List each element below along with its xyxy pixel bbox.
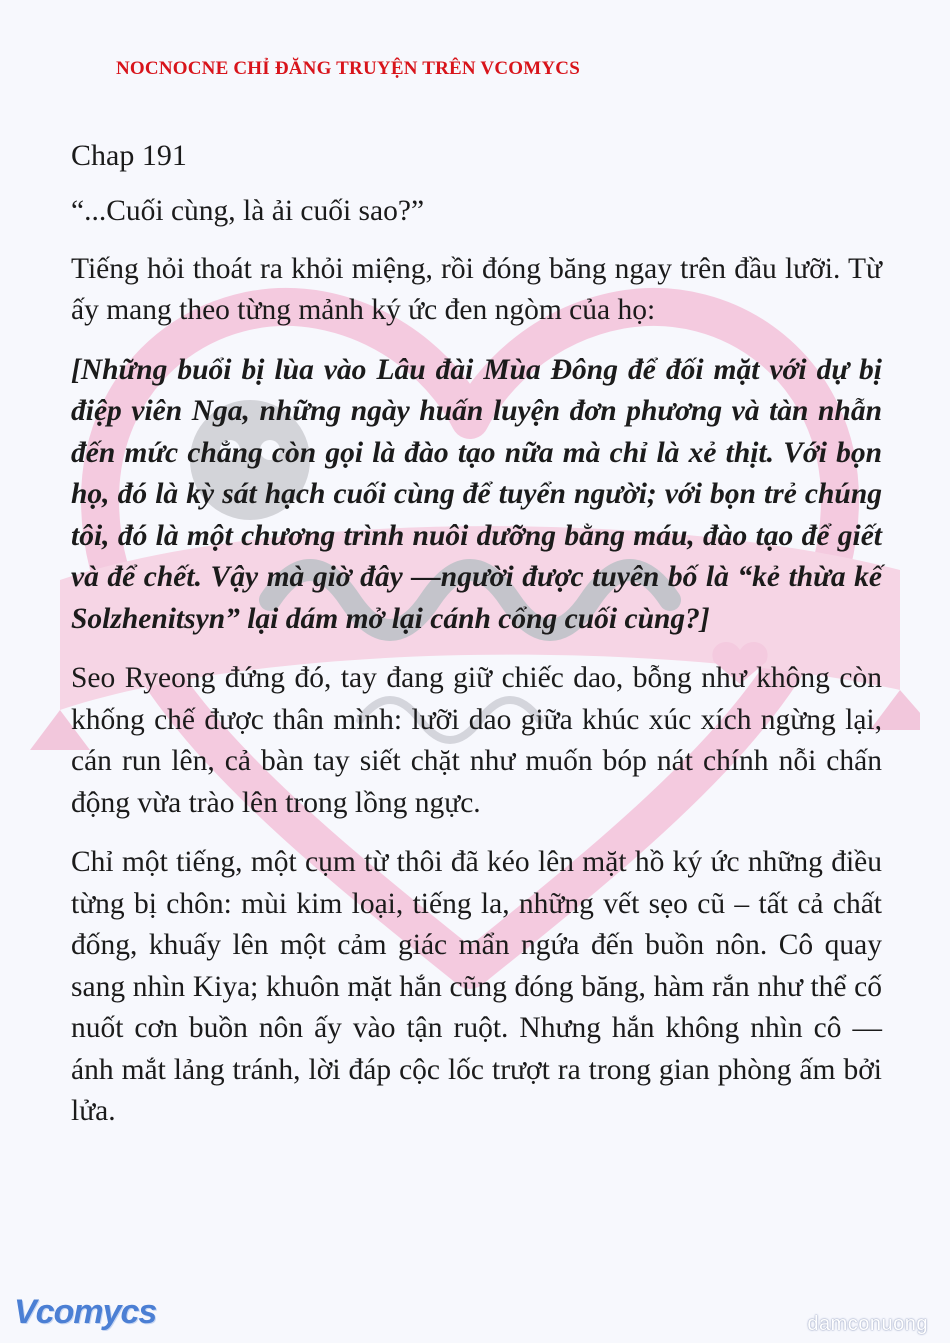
paragraph-4: Seo Ryeong đứng đó, tay đang giữ chiếc dao, bỗng như không còn khống chế được thân mình: lưỡi dao giữa khúc xúc xích ngừng lại, cán run lên, cả bàn tay siết chặt như muốn bóp nát chính nỗi chấn động vừa trào lên trong lồng ngực.	[71, 662, 882, 819]
vcomycs-logo: Vcomycs	[14, 1293, 157, 1331]
chapter-content	[71, 136, 882, 1151]
header-notice: NOCNOCNE CHỈ ĐĂNG TRUYỆN TRÊN VCOMYCS	[116, 58, 580, 79]
site-watermark: damconuong	[807, 1313, 928, 1335]
paragraph-3-memory: [Những buổi bị lùa vào Lâu đài Mùa Đông để đối mặt với dự bị điệp viên Nga, những ngày huấn luyện đơn phương và tàn nhẫn đến mức chẳng còn gọi là đào tạo nữa mà chỉ là xẻ thịt. Với bọn họ, đó là kỳ sát hạch cuối cùng để tuyển người; với bọn trẻ chúng tôi, đó là một chương trình nuôi dưỡng bằng máu, đào tạo để giết và để chết. Vậy mà giờ đây —người được tuyên bố là “kẻ thừa kế Solzhenitsyn” lại dám mở lại cánh cổng cuối cùng?]	[71, 353, 882, 635]
paragraph-2: Tiếng hỏi thoát ra khỏi miệng, rồi đóng băng ngay trên đầu lưỡi. Từ ấy mang theo từng mảnh ký ức đen ngòm của họ:	[71, 252, 882, 326]
paragraph-5: Chỉ một tiếng, một cụm từ thôi đã kéo lên mặt hồ ký ức những điều từng bị chôn: mùi kim loại, tiếng la, những vết sẹo cũ – tất cả chất đống, khuấy lên một cảm giác mẩn ngứa đến buồn nôn. Cô quay sang nhìn Kiya; khuôn mặt hắn cũng đóng băng, hàm rắn như thể cố nuốt cơn buồn nôn ấy vào tận ruột. Nhưng hắn không nhìn cô — ánh mắt lảng tránh, lời đáp cộc lốc trượt ra trong gian phòng ấm bởi lửa.	[71, 846, 882, 1127]
chapter-title: Chap 191	[71, 139, 187, 172]
paragraph-1: “...Cuối cùng, là ải cuối sao?”	[71, 195, 425, 227]
